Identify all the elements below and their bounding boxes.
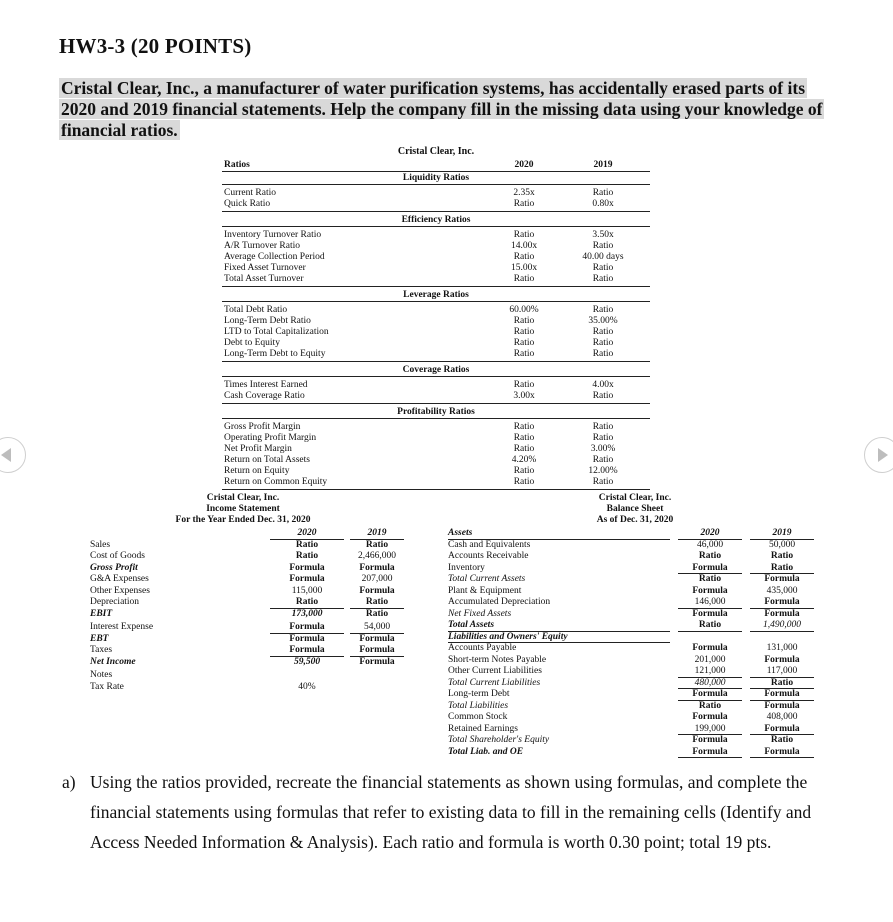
ratio-value-2020: Ratio <box>513 349 535 359</box>
bs-value-2019: Formula <box>764 700 800 711</box>
bs-value-2020: Formula <box>692 643 728 653</box>
is-value-2019: 2,466,000 <box>358 551 396 561</box>
ratio-section <box>222 406 650 490</box>
ratio-value-2020: Ratio <box>513 380 535 390</box>
is-row <box>90 574 410 586</box>
ratio-value-2019: Ratio <box>592 455 614 465</box>
is-value-2020: Ratio <box>270 597 344 609</box>
bs-value-2019: 408,000 <box>766 712 798 722</box>
balance-sheet-header <box>560 493 710 526</box>
ratio-value-2020: Ratio <box>513 338 535 348</box>
ratio-label: Current Ratio <box>224 188 276 198</box>
bs-value-2020: 121,000 <box>678 666 742 678</box>
ratio-label: Total Asset Turnover <box>224 274 304 284</box>
ratio-label: Inventory Turnover Ratio <box>224 230 322 240</box>
ratio-section-title <box>222 289 650 302</box>
bs-row <box>448 609 818 621</box>
ratio-value-2019: Ratio <box>592 349 614 359</box>
is-row-label: Tax Rate <box>90 681 124 692</box>
bs-row-label: Total Shareholder's Equity <box>448 735 550 745</box>
bs-row-label: Total Assets <box>448 620 670 632</box>
bs-value-2020: Ratio <box>698 551 722 561</box>
bs-assets-label: Assets <box>448 528 670 540</box>
bs-row <box>448 655 818 667</box>
bs-value-2019: Formula <box>764 574 800 584</box>
ratio-value-2020: Ratio <box>513 199 535 209</box>
intro-text: Cristal Clear, Inc., a manufacturer of water purification systems, has accidentally erased parts of its 2020 and 2019 financial statements. Help the company fill in the missing data using your knowledge of financial ratios. <box>61 78 823 140</box>
ratio-label: Return on Equity <box>224 466 290 476</box>
ratio-label: Total Debt Ratio <box>224 305 288 315</box>
bs-value-2020: 480,000 <box>678 678 742 690</box>
is-col-2020: 2020 <box>270 528 344 540</box>
bs-value-2020: Ratio <box>698 574 722 584</box>
bs-col-2020: 2020 <box>678 528 742 540</box>
bs-value-2019: Ratio <box>770 735 794 745</box>
is-row-label: Interest Expense <box>90 622 154 632</box>
ratio-label: Times Interest Earned <box>224 380 308 390</box>
ratio-label: Long-Term Debt Ratio <box>224 316 311 326</box>
bs-row-label: Total Liabilities <box>448 700 509 711</box>
is-value-2019: Formula <box>359 656 395 667</box>
ratio-row <box>222 199 650 212</box>
bs-value-2019: Ratio <box>770 551 794 561</box>
ratio-value-2020: Ratio <box>513 327 535 337</box>
bs-value-2019: 1,490,000 <box>750 620 814 632</box>
bs-value-2019: 117,000 <box>750 666 814 678</box>
ratio-section-name: Liquidity Ratios <box>402 173 470 183</box>
bs-row-label: Long-term Debt <box>448 689 510 699</box>
ratio-value-2020: Ratio <box>513 433 535 443</box>
ratio-value-2019: 0.80x <box>592 199 614 209</box>
is-row <box>90 597 410 609</box>
ratio-row <box>222 444 650 455</box>
bs-row-label: Net Fixed Assets <box>448 608 512 619</box>
bs-value-2020: Formula <box>692 735 728 745</box>
ratio-label: A/R Turnover Ratio <box>224 241 301 251</box>
ratios-header-label: Ratios <box>224 160 250 170</box>
bs-row-label: Common Stock <box>448 712 508 722</box>
bs-value-2019: Formula <box>764 608 800 619</box>
ratio-label: LTD to Total Capitalization <box>224 327 329 337</box>
ratio-label: Fixed Asset Turnover <box>224 263 306 273</box>
bs-row-label: Inventory <box>448 562 485 573</box>
bs-value-2020: 46,000 <box>696 539 724 550</box>
bs-value-2020: Formula <box>692 608 728 619</box>
ratio-section-title <box>222 406 650 419</box>
is-row-label: Sales <box>90 539 111 550</box>
is-row <box>90 609 410 621</box>
ratio-value-2020: 14.00x <box>510 241 538 251</box>
ratio-label: Net Profit Margin <box>224 444 292 454</box>
ratio-value-2020: Ratio <box>513 316 535 326</box>
bs-value-2019: Ratio <box>750 678 814 690</box>
bs-row-label: Total Current Assets <box>448 574 526 584</box>
bs-value-2019: 435,000 <box>766 585 798 596</box>
is-value-2020: 115,000 <box>291 585 323 596</box>
question-text: Using the ratios provided, recreate the financial statements as shown using formulas, and complete the financial statements using formulas that refer to existing data to fill in the remaining cells (Identify and Access Needed Information & Analysis). Each ratio and formula is worth 0.30 point; total 19 pts. <box>90 772 812 852</box>
bs-value-2019: Formula <box>750 597 814 609</box>
bs-value-2020: 201,000 <box>694 654 726 665</box>
is-value-2020: Formula <box>289 633 325 644</box>
ratio-value-2019: 35.00% <box>588 316 618 326</box>
income-statement-header <box>148 493 338 526</box>
bs-value-2020: Formula <box>692 712 728 722</box>
ratio-value-2020: 4.20% <box>511 455 537 465</box>
bs-row-label: Retained Earnings <box>448 723 518 734</box>
bs-company: Cristal Clear, Inc. <box>598 493 672 503</box>
is-row <box>90 657 410 669</box>
ratio-row <box>222 338 650 349</box>
is-row <box>90 586 410 598</box>
bs-value-2019: 50,000 <box>768 539 796 550</box>
is-value-2020: Ratio <box>295 551 319 561</box>
ratio-row <box>222 433 650 444</box>
ratios-header <box>222 157 650 172</box>
bs-row <box>448 666 818 678</box>
ratio-section <box>222 289 650 362</box>
bs-column-header <box>448 528 818 540</box>
bs-row <box>448 540 818 552</box>
is-value-2019: 54,000 <box>350 622 404 634</box>
bs-value-2020: Formula <box>678 689 742 701</box>
ratios-company: Cristal Clear, Inc. <box>397 146 475 157</box>
ratio-value-2020: Ratio <box>513 477 535 487</box>
bs-row <box>448 689 818 701</box>
ratio-row <box>222 391 650 404</box>
bs-row-label: Cash and Equivalents <box>448 539 531 550</box>
bs-row <box>448 551 818 563</box>
ratio-value-2020: Ratio <box>513 274 535 284</box>
bs-value-2019: Ratio <box>750 563 814 575</box>
ratio-section-title <box>222 172 650 185</box>
bs-row <box>448 620 818 632</box>
ratio-section-name: Efficiency Ratios <box>401 215 471 225</box>
is-row-label: Net Income <box>90 656 136 667</box>
is-value-2019: Formula <box>350 645 404 657</box>
bs-row <box>448 701 818 713</box>
bs-value-2019: Formula <box>750 747 814 759</box>
ratio-value-2019: 4.00x <box>592 380 614 390</box>
ratio-row <box>222 327 650 338</box>
is-value-2019: Ratio <box>350 597 404 609</box>
is-value-2020: Formula <box>289 574 325 584</box>
bs-value-2020: 199,000 <box>678 724 742 736</box>
ratio-label: Average Collection Period <box>224 252 325 262</box>
is-row <box>90 634 410 646</box>
bs-row-label: Accumulated Depreciation <box>448 597 551 607</box>
ratio-row <box>222 316 650 327</box>
bs-value-2020: Ratio <box>678 620 742 632</box>
is-row-label: Notes <box>90 670 113 680</box>
chevron-right-icon <box>878 448 888 462</box>
ratio-value-2019: Ratio <box>592 327 614 337</box>
is-row <box>90 563 410 575</box>
is-row <box>90 682 410 694</box>
ratio-section <box>222 172 650 212</box>
ratio-value-2019: Ratio <box>592 263 614 273</box>
ratio-section-title <box>222 214 650 227</box>
ratio-section <box>222 364 650 404</box>
balance-sheet <box>448 528 818 758</box>
ratio-value-2020: 15.00x <box>510 263 538 273</box>
is-company: Cristal Clear, Inc. <box>206 493 280 503</box>
ratio-value-2020: Ratio <box>513 444 535 454</box>
ratios-table <box>222 146 650 492</box>
ratio-value-2019: 3.00% <box>590 444 616 454</box>
is-row-label: EBT <box>90 633 109 644</box>
is-title: Income Statement <box>206 504 280 514</box>
ratio-row <box>222 455 650 466</box>
ratio-value-2019: Ratio <box>592 241 614 251</box>
page-title: HW3-3 (20 POINTS) <box>59 34 252 58</box>
is-row <box>90 645 410 657</box>
is-value-2020: Ratio <box>295 539 319 550</box>
bs-row-label: Short-term Notes Payable <box>448 654 547 665</box>
is-row-label: EBIT <box>90 608 113 619</box>
ratio-value-2020: Ratio <box>513 230 535 240</box>
is-row-label: Other Expenses <box>90 585 150 596</box>
bs-row <box>448 586 818 598</box>
ratio-row <box>222 422 650 433</box>
bs-value-2020: Formula <box>678 563 742 575</box>
bs-period: As of Dec. 31, 2020 <box>596 515 674 525</box>
ratio-value-2019: Ratio <box>592 433 614 443</box>
is-period: For the Year Ended Dec. 31, 2020 <box>175 515 311 525</box>
is-col-2019: 2019 <box>350 528 404 540</box>
question-a <box>62 767 860 857</box>
ratio-row <box>222 380 650 391</box>
is-row-label: Depreciation <box>90 597 140 607</box>
bs-value-2019: 131,000 <box>766 643 798 653</box>
bs-row-label: Total Liab. and OE <box>448 746 524 757</box>
ratio-label: Debt to Equity <box>224 338 280 348</box>
ratio-value-2019: Ratio <box>592 274 614 284</box>
ratio-row <box>222 252 650 263</box>
ratio-section-title <box>222 364 650 377</box>
ratio-value-2020: 3.00x <box>513 391 535 401</box>
ratio-value-2020: Ratio <box>513 422 535 432</box>
bs-row-label: Other Current Liabilities <box>448 666 542 676</box>
is-value-2020: Formula <box>270 645 344 657</box>
ratio-value-2019: Ratio <box>592 422 614 432</box>
ratio-section <box>222 214 650 287</box>
ratio-section-name: Profitability Ratios <box>397 407 475 417</box>
is-column-header <box>90 528 410 540</box>
bs-title: Balance Sheet <box>606 504 664 514</box>
bs-row-label: Accounts Receivable <box>448 551 529 561</box>
bs-row-label: Liabilities and Owners' Equity <box>448 632 670 644</box>
ratio-row <box>222 305 650 316</box>
is-value-2020: Formula <box>270 622 344 634</box>
bs-value-2020: Formula <box>678 747 742 759</box>
ratio-value-2019: 12.00% <box>588 466 618 476</box>
ratio-value-2020: 60.00% <box>509 305 539 315</box>
is-value-2020: 59,500 <box>293 656 321 667</box>
ratio-row <box>222 466 650 477</box>
is-row-label: Taxes <box>90 645 113 655</box>
bs-row <box>448 678 818 690</box>
is-value-2020: 173,000 <box>291 608 323 619</box>
question-label: a) <box>62 772 76 792</box>
bs-row <box>448 747 818 759</box>
is-row-label: G&A Expenses <box>90 574 149 584</box>
ratio-value-2019: Ratio <box>592 188 614 198</box>
ratio-value-2020: Ratio <box>513 252 535 262</box>
ratios-header-2020: 2020 <box>514 160 534 170</box>
ratio-row <box>222 230 650 241</box>
ratio-value-2019: Ratio <box>592 305 614 315</box>
ratio-value-2019: Ratio <box>592 338 614 348</box>
bs-value-2019: Formula <box>750 689 814 701</box>
ratio-value-2020: 2.35x <box>513 188 535 198</box>
ratio-section-name: Coverage Ratios <box>402 365 470 375</box>
ratio-label: Long-Term Debt to Equity <box>224 349 326 359</box>
is-row <box>90 540 410 552</box>
is-value-2019: 207,000 <box>361 574 393 584</box>
is-row <box>90 670 410 682</box>
is-value-2019: Formula <box>359 585 395 596</box>
ratio-row <box>222 274 650 287</box>
bs-row <box>448 735 818 747</box>
bs-row-label: Plant & Equipment <box>448 585 522 596</box>
is-row-label: Gross Profit <box>90 562 138 573</box>
ratio-row <box>222 241 650 252</box>
bs-value-2020: Formula <box>692 585 728 596</box>
ratio-row <box>222 477 650 490</box>
bs-row <box>448 597 818 609</box>
ratio-label: Cash Coverage Ratio <box>224 391 305 401</box>
next-page-button[interactable] <box>864 437 893 473</box>
bs-row-label: Accounts Payable <box>448 643 517 653</box>
income-statement <box>90 528 410 693</box>
is-value-2020: Formula <box>289 562 325 573</box>
bs-row <box>448 724 818 736</box>
ratio-label: Return on Common Equity <box>224 477 328 487</box>
ratio-row <box>222 349 650 362</box>
bs-row <box>448 574 818 586</box>
ratio-label: Quick Ratio <box>224 199 271 209</box>
bs-value-2019: Formula <box>750 724 814 736</box>
ratio-value-2019: Ratio <box>592 477 614 487</box>
ratios-header-2019: 2019 <box>593 160 613 170</box>
bs-row-label: Total Current Liabilities <box>448 677 541 688</box>
ratio-label: Operating Profit Margin <box>224 433 317 443</box>
ratio-section-name: Leverage Ratios <box>403 290 469 300</box>
bs-value-2020: Ratio <box>698 700 722 711</box>
ratio-label: Gross Profit Margin <box>224 422 301 432</box>
ratio-value-2019: 3.50x <box>592 230 614 240</box>
is-value-2019: Ratio <box>365 608 389 619</box>
ratio-row <box>222 263 650 274</box>
is-value-2019: Ratio <box>365 539 389 550</box>
is-row-label: Cost of Goods <box>90 551 145 561</box>
is-row <box>90 622 410 634</box>
bs-row <box>448 632 818 644</box>
prev-page-button[interactable] <box>0 437 26 473</box>
bs-row <box>448 643 818 655</box>
ratio-value-2019: Ratio <box>592 391 614 401</box>
bs-value-2019: Formula <box>764 654 800 665</box>
bs-value-2020: 146,000 <box>678 597 742 609</box>
ratio-value-2020: Ratio <box>513 466 535 476</box>
ratio-value-2019: 40.00 days <box>582 252 624 262</box>
is-row <box>90 551 410 563</box>
ratio-row <box>222 188 650 199</box>
bs-col-2019: 2019 <box>750 528 814 540</box>
is-value-2020: 40% <box>298 681 316 692</box>
is-value-2019: Formula <box>359 562 395 573</box>
chevron-left-icon <box>1 448 11 462</box>
bs-row <box>448 712 818 724</box>
bs-row <box>448 563 818 575</box>
is-value-2019: Formula <box>359 633 395 644</box>
ratio-label: Return on Total Assets <box>224 455 310 465</box>
